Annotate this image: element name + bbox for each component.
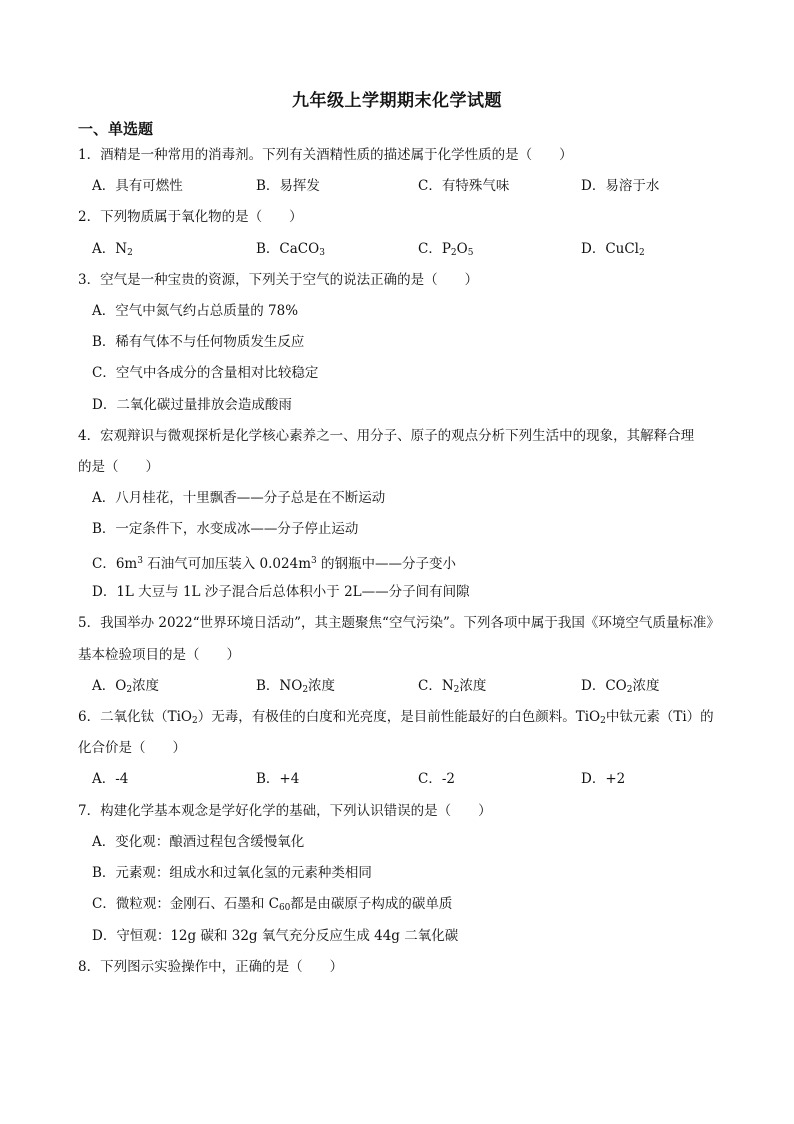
q5-option-a: A．$O_2$浓度 [92, 678, 160, 695]
question-4-stem-line2: 的是（ ） [78, 459, 159, 475]
q4-option-b: B．一定条件下，水变成冰——分子停止运动 [92, 521, 359, 537]
q6-option-b: B．+4 [256, 771, 300, 787]
q1-option-c: C．有特殊气味 [418, 178, 510, 194]
page-title: 九年级上学期期末化学试题 [292, 91, 502, 111]
q2-option-a: A．$N_2$ [92, 241, 133, 258]
q1-option-a: A．具有可燃性 [92, 178, 183, 194]
q1-option-d: D．易溶于水 [581, 178, 660, 194]
q4-option-a: A．八月桂花，十里飘香——分子总是在不断运动 [92, 490, 386, 506]
q4-option-c: C．$6m^3$ 石油气可加压装入 $0.024m^3$ 的钢瓶中——分子变小 [92, 556, 457, 572]
question-5-stem-line2: 基本检验项目的是（ ） [78, 647, 240, 663]
q2-option-c: C．$P_2O_5$ [418, 241, 474, 258]
q6-option-d: D．+2 [581, 771, 626, 787]
question-7-stem: 7．构建化学基本观念是学好化学的基础，下列认识错误的是（ ） [78, 803, 492, 819]
question-2-stem: 2．下列物质属于氧化物的是（ ） [78, 209, 303, 225]
q3-option-a: A．空气中氮气约占总质量的 78% [92, 303, 299, 319]
question-3-stem: 3．空气是一种宝贵的资源，下列关于空气的说法正确的是（ ） [78, 272, 479, 288]
q5-option-c: C．$N_2$浓度 [418, 678, 487, 695]
question-8-stem: 8．下列图示实验操作中，正确的是（ ） [78, 959, 344, 975]
q4-option-d: D．1L 大豆与 1L 沙子混合后总体积小于 2L——分子间有间隙 [92, 584, 470, 600]
question-5-stem-line1: 5．我国举办 2022“世界环境日活动”，其主题聚焦“空气污染”。下列各项中属于我国《环境空气质量标准》 [78, 615, 720, 631]
question-6-stem-line1: 6．二氧化钛（TiO$_2$）无毒，有极佳的白度和光亮度，是目前性能最好的白色颜料。TiO$_2$中钛元素（Ti）的 [78, 709, 714, 726]
q7-option-c: C．微粒观：金刚石、石墨和 $C_{60}$都是由碳原子构成的碳单质 [92, 896, 453, 913]
question-4-stem-line1: 4．宏观辩识与微观探析是化学核心素养之一、用分子、原子的观点分析下列生活中的现象，其解释合理 [78, 428, 695, 444]
q5-option-b: B．$NO_2$浓度 [256, 678, 336, 695]
q7-option-a: A．变化观：酿酒过程包含缓慢氧化 [92, 834, 305, 850]
q6-option-a: A．-4 [92, 771, 129, 787]
q6-option-c: C．-2 [418, 771, 455, 787]
section-heading: 一、单选题 [78, 120, 154, 138]
question-1-stem: 1．酒精是一种常用的消毒剂。下列有关酒精性质的描述属于化学性质的是（ ） [78, 147, 573, 163]
q2-option-b: B．CaCO$_3$ [256, 241, 325, 258]
q3-option-c: C．空气中各成分的含量相对比较稳定 [92, 365, 319, 381]
q7-option-b: B．元素观：组成水和过氧化氢的元素种类相同 [92, 865, 372, 881]
q2-option-d: D．CuCl$_2$ [581, 241, 645, 258]
q3-option-b: B．稀有气体不与任何物质发生反应 [92, 334, 305, 350]
q3-option-d: D．二氧化碳过量排放会造成酸雨 [92, 397, 292, 413]
question-6-stem-line2: 化合价是（ ） [78, 740, 186, 756]
q5-option-d: D．$CO_2$浓度 [581, 678, 660, 695]
q1-option-b: B．易挥发 [256, 178, 320, 194]
q7-option-d: D．守恒观：12g 碳和 32g 氧气充分反应生成 44g 二氧化碳 [92, 928, 459, 944]
